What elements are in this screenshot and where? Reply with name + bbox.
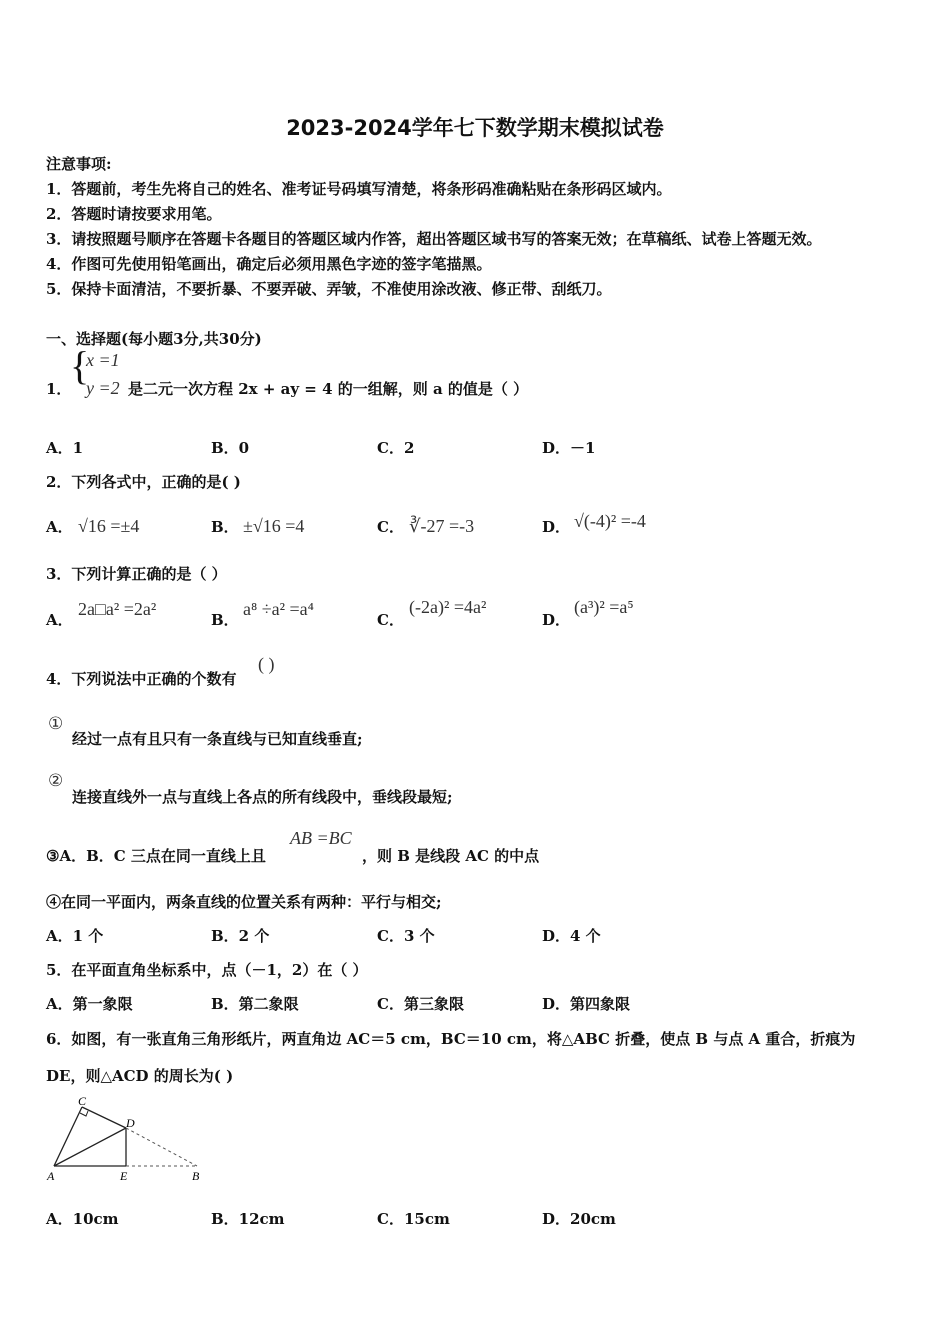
- option-c: C．第三象限: [377, 995, 464, 1013]
- notice-item: 3．请按照题号顺序在答题卡各题目的答题区域内作答，超出答题区域书写的答案无效；在草稿纸、试卷上答题无效。: [46, 230, 822, 248]
- right-angle-mark: [80, 1111, 88, 1116]
- label-c: C: [78, 1095, 87, 1108]
- option-a-expr: 2a□a² =2a²: [78, 599, 157, 619]
- question-text: 是二元一次方程 2x + ay = 4 的一组解，则 a 的值是（ ）: [128, 380, 529, 398]
- option-a: A．10cm: [46, 1210, 119, 1228]
- label-e: E: [120, 1169, 128, 1183]
- statement-marker: ①: [48, 714, 64, 734]
- option-d: D．第四象限: [542, 995, 631, 1013]
- option-b-label: B．: [211, 611, 239, 629]
- option-a-label: A．: [46, 611, 73, 629]
- statement-2: 连接直线外一点与直线上各点的所有线段中，垂线段最短;: [72, 788, 453, 806]
- equation-y: y =2: [86, 378, 120, 398]
- answer-paren: ( ): [258, 654, 275, 674]
- option-d: D．－1: [542, 439, 596, 457]
- option-c-label: C．: [377, 611, 404, 629]
- triangle-figure: [44, 1095, 214, 1185]
- question-text: 4．下列说法中正确的个数有: [46, 670, 237, 688]
- option-d-label: D．: [542, 518, 571, 536]
- option-b: B．12cm: [211, 1210, 285, 1228]
- option-b: B．2 个: [211, 927, 270, 945]
- notice-item: 4．作图可先使用铅笔画出，确定后必须用黑色字迹的签字笔描黑。: [46, 255, 492, 273]
- option-b-label: B．: [211, 518, 239, 536]
- option-d: D．20cm: [542, 1210, 616, 1228]
- label-b: B: [192, 1169, 200, 1183]
- question-text: 2．下列各式中，正确的是( ): [46, 473, 241, 491]
- question-text: 5．在平面直角坐标系中，点（－1，2）在（ ）: [46, 961, 368, 979]
- option-a: A．第一象限: [46, 995, 133, 1013]
- statement-marker: ②: [48, 771, 64, 791]
- option-b: B．0: [211, 439, 250, 457]
- segment-ad: [54, 1128, 126, 1166]
- option-c-expr: ∛-27 =-3: [409, 516, 475, 536]
- statement-3-post: ，则 B 是线段 AC 的中点: [362, 847, 540, 865]
- notice-item: 5．保持卡面清洁，不要折暴、不要弄破、弄皱，不准使用涂改液、修正带、刮纸刀。: [46, 280, 612, 298]
- option-c-label: C．: [377, 518, 404, 536]
- option-d-label: D．: [542, 611, 571, 629]
- question-number: 1．: [46, 380, 72, 398]
- option-d-expr: √(-4)² =-4: [574, 511, 646, 531]
- option-b-expr: ±√16 =4: [243, 516, 305, 536]
- question-text-cont: DE，则△ACD 的周长为( ): [46, 1067, 234, 1085]
- option-a-expr: √16 =±4: [78, 516, 140, 536]
- page-title: 2023-2024学年七下数学期末模拟试卷: [286, 116, 664, 140]
- side-cd: [82, 1107, 126, 1128]
- option-a-label: A．: [46, 518, 73, 536]
- option-b-expr: a⁸ ÷a² =a⁴: [243, 599, 314, 619]
- statement-3-pre: ③A．B．C 三点在同一直线上且: [46, 847, 266, 865]
- option-c: C．3 个: [377, 927, 435, 945]
- option-b: B．第二象限: [211, 995, 299, 1013]
- option-d-expr: (a³)² =a⁵: [574, 597, 634, 617]
- side-ac: [54, 1107, 82, 1166]
- section-heading: 一、选择题(每小题3分,共30分): [46, 330, 262, 348]
- notice-item: 2．答题时请按要求用笔。: [46, 205, 222, 223]
- option-c: C．2: [377, 439, 415, 457]
- equation-x: x =1: [86, 350, 120, 370]
- label-a: A: [47, 1169, 55, 1183]
- system-brace: {: [70, 343, 90, 388]
- question-text: 3．下列计算正确的是（ ）: [46, 565, 227, 583]
- option-c-expr: (-2a)² =4a²: [409, 597, 487, 617]
- option-a: A．1 个: [46, 927, 104, 945]
- statement-4: ④在同一平面内，两条直线的位置关系有两种：平行与相交;: [46, 893, 442, 911]
- option-c: C．15cm: [377, 1210, 450, 1228]
- question-text: 6．如图，有一张直角三角形纸片，两直角边 AC＝5 cm，BC＝10 cm，将△ABC 折叠，使点 B 与点 A 重合，折痕为: [46, 1030, 856, 1048]
- notice-heading: 注意事项:: [46, 155, 112, 173]
- option-a: A．1: [46, 439, 84, 457]
- notice-item: 1．答题前，考生先将自己的姓名、准考证号码填写清楚，将条形码准确粘贴在条形码区域内。: [46, 180, 672, 198]
- option-d: D．4 个: [542, 927, 601, 945]
- label-d: D: [126, 1116, 135, 1130]
- statement-1: 经过一点有且只有一条直线与已知直线垂直;: [72, 730, 363, 748]
- segment-db-dashed: [126, 1128, 197, 1166]
- statement-3-eq: AB =BC: [290, 828, 352, 848]
